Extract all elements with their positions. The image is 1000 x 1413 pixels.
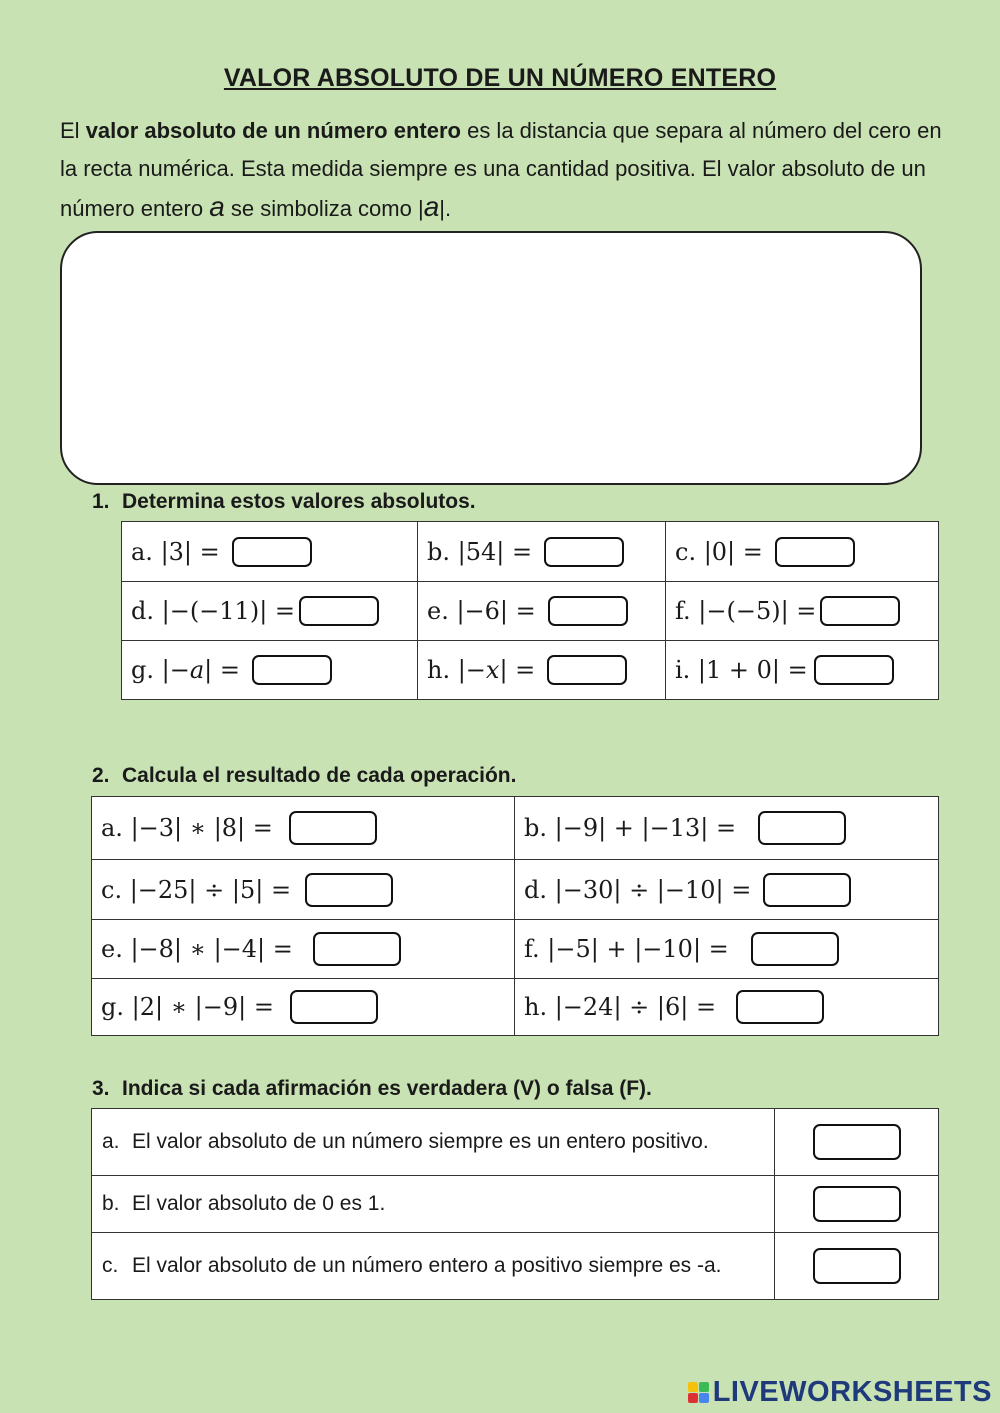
table-row	[122, 582, 939, 641]
s1-cell	[418, 582, 666, 641]
s2-cell	[92, 979, 515, 1036]
true-false-box[interactable]	[813, 1248, 901, 1284]
s2-cell	[515, 979, 939, 1036]
section-3-heading: Indica si cada afirmación es verdadera (V) o falsa (F).	[122, 1077, 652, 1100]
expression: c. |−25| ÷ |5| =	[101, 875, 292, 904]
section-2-heading: Calcula el resultado de cada operación.	[122, 764, 517, 787]
answer-box[interactable]	[305, 873, 393, 907]
answer-box[interactable]	[736, 990, 824, 1024]
s1-cell	[418, 522, 666, 582]
table-row	[92, 1109, 939, 1176]
symbol-a-2: a	[423, 191, 440, 222]
intro-bold: valor absoluto de un número entero	[85, 118, 461, 143]
expression: a. |3| =	[131, 537, 220, 566]
expression: i. |1 + 0| =	[675, 656, 808, 684]
answer-box[interactable]	[232, 537, 312, 567]
table-row	[92, 797, 939, 860]
expression: g. |−𝑎| =	[131, 656, 240, 684]
s2-cell	[92, 860, 515, 920]
table-row	[92, 1233, 939, 1300]
answer-box[interactable]	[763, 873, 851, 907]
expression: f. |−(−5)| =	[675, 597, 817, 625]
expression: b. |54| =	[427, 537, 533, 566]
section-1-heading: Determina estos valores absolutos.	[122, 490, 476, 513]
section-2-number: 2.	[92, 764, 110, 787]
answer-box[interactable]	[313, 932, 401, 966]
symbol-a: a	[209, 191, 225, 222]
answer-box[interactable]	[547, 655, 627, 685]
intro-text-4: |.	[439, 196, 452, 221]
tf-cell	[775, 1233, 939, 1300]
logo-square-icon	[688, 1393, 698, 1403]
answer-box[interactable]	[544, 537, 624, 567]
statement-cell	[92, 1233, 775, 1300]
true-false-box[interactable]	[813, 1124, 901, 1160]
statement-text: El valor absoluto de un número siempre es un entero positivo.	[132, 1130, 709, 1153]
answer-box[interactable]	[820, 596, 900, 626]
table-row	[92, 979, 939, 1036]
answer-area[interactable]	[60, 231, 922, 485]
expression: b. |−9| + |−13| =	[524, 814, 737, 842]
section-1-number: 1.	[92, 490, 110, 513]
statement-cell	[92, 1109, 775, 1176]
intro-text-2: es la distancia que separa al número del cero en la recta numérica. Esta medida siempre es una cantidad positiva. El valor absoluto de un número entero	[60, 118, 942, 221]
s1-cell	[418, 641, 666, 700]
section-2-title	[92, 764, 516, 788]
table-row	[122, 522, 939, 582]
liveworksheets-logo	[688, 1376, 992, 1409]
expression: d. |−30| ÷ |−10| =	[524, 875, 752, 904]
statement-text: El valor absoluto de 0 es 1.	[132, 1192, 386, 1215]
section-1-title	[92, 490, 476, 514]
statement-letter: b.	[102, 1192, 120, 1215]
s1-cell	[666, 641, 939, 700]
true-false-box[interactable]	[813, 1186, 901, 1222]
answer-box[interactable]	[290, 990, 378, 1024]
logo-square-icon	[688, 1382, 698, 1392]
section-3-title	[92, 1077, 652, 1101]
tf-cell	[775, 1109, 939, 1176]
table-row	[92, 860, 939, 920]
intro-text-1: El	[60, 118, 86, 143]
expression: e. |−8| ∗ |−4| =	[101, 935, 293, 963]
s2-cell	[92, 920, 515, 979]
expression: c. |0| =	[675, 537, 763, 566]
s1-cell	[122, 641, 418, 700]
logo-square-icon	[699, 1382, 709, 1392]
s1-cell	[666, 582, 939, 641]
answer-box[interactable]	[299, 596, 379, 626]
answer-box[interactable]	[252, 655, 332, 685]
logo-mark-icon	[688, 1382, 709, 1403]
statement-text: El valor absoluto de un número entero a positivo siempre es -a.	[132, 1254, 722, 1277]
section-3-number: 3.	[92, 1077, 110, 1100]
section-3-table	[91, 1108, 939, 1300]
expression: h. |−𝑥| =	[427, 656, 536, 684]
s1-cell	[122, 582, 418, 641]
intro-paragraph	[60, 112, 950, 228]
answer-box[interactable]	[775, 537, 855, 567]
table-row	[92, 1176, 939, 1233]
section-1-table	[121, 521, 939, 700]
s2-cell	[515, 797, 939, 860]
answer-box[interactable]	[758, 811, 846, 845]
section-2-table	[91, 796, 939, 1036]
s2-cell	[515, 860, 939, 920]
answer-box[interactable]	[751, 932, 839, 966]
intro-text-3: se simboliza como |	[224, 196, 424, 221]
expression: h. |−24| ÷ |6| =	[524, 993, 717, 1021]
s1-cell	[122, 522, 418, 582]
s2-cell	[515, 920, 939, 979]
expression: e. |−6| =	[427, 597, 536, 625]
table-row	[92, 920, 939, 979]
s2-cell	[92, 797, 515, 860]
expression: f. |−5| + |−10| =	[524, 935, 729, 963]
statement-letter: a.	[102, 1130, 120, 1153]
s1-cell	[666, 522, 939, 582]
table-row	[122, 641, 939, 700]
answer-box[interactable]	[289, 811, 377, 845]
answer-box[interactable]	[548, 596, 628, 626]
logo-square-icon	[699, 1393, 709, 1403]
statement-cell	[92, 1176, 775, 1233]
page-title: VALOR ABSOLUTO DE UN NÚMERO ENTERO	[223, 64, 777, 92]
expression: d. |−(−11)| =	[131, 597, 296, 625]
logo-text: LIVEWORKSHEETS	[712, 1376, 992, 1408]
answer-box[interactable]	[814, 655, 894, 685]
tf-cell	[775, 1176, 939, 1233]
statement-letter: c.	[102, 1254, 119, 1277]
expression: a. |−3| ∗ |8| =	[101, 814, 273, 842]
expression: g. |2| ∗ |−9| =	[101, 993, 274, 1021]
